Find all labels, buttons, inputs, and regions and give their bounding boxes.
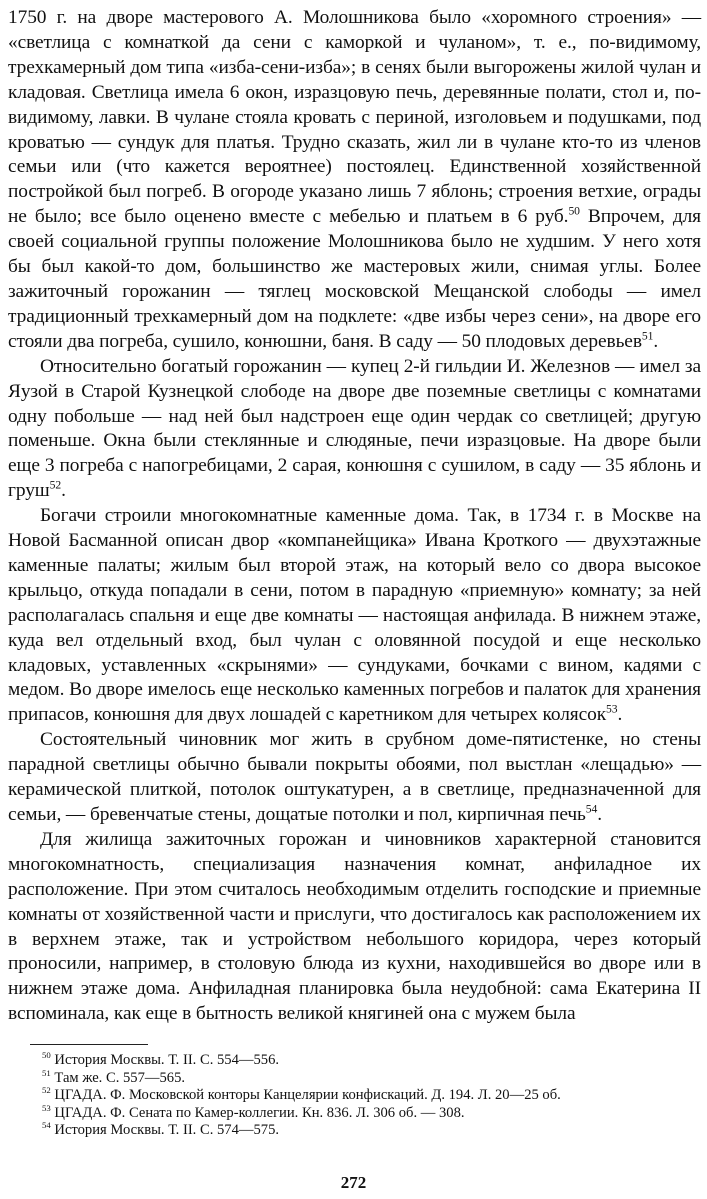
footnote-item — [8, 1052, 701, 1070]
page-number: 272 — [340, 1173, 367, 1192]
main-text — [8, 6, 701, 1027]
paragraph-2 — [8, 355, 701, 504]
paragraph-4 — [8, 728, 701, 828]
paragraph-text: Относительно богатый горожанин — купец 2-й гильдии И. Железнов — имел за Яузой в Старой Кузнецкой слободе на дворе две поземные светлицы с комнатами одну побольше — над ней был надстроен еще один чердак со светлицей; другую поменьше. Окна были стеклянные и слюдяные, печи изразцовые. На дворе были еще 3 погреба с напогребицами, 2 сарая, конюшня с сушилом, в саду — 35 яблонь и груш — [8, 355, 701, 502]
footnotes — [8, 1052, 701, 1140]
footnote-text: ЦГАДА. Ф. Сената по Камер-коллегии. Кн. 836. Л. 306 об. — 308. — [54, 1104, 465, 1121]
footnote-ref[interactable]: 53 — [606, 702, 618, 716]
footnote-ref[interactable]: 51 — [641, 329, 654, 343]
footnote-item — [8, 1122, 701, 1140]
paragraph-text: . — [653, 330, 659, 352]
footnote-text: История Москвы. Т. II. С. 554—556. — [54, 1052, 280, 1068]
paragraph-text: 1750 г. на дворе мастерового А. Молошникова было «хоромного строения» — «светлица с комнаткой да сени с каморкой и чуланом», т. е., по-видимому, трехкамерный дом типа «изба-сени-изба»; в сенях были выгорожены жилой чулан и кладовая. Светлица имела 6 окон, изразцовую печь, деревянные полати, стол и, по-видимому, лавки. В чулане стояла кровать с периной, изголовьем и подушками, под кроватью — сундук для платья. Трудно сказать, жил ли в чулане кто-то из членов семьи или (что кажется вероятнее) постоялец. Единственной хозяйственной постройкой был погреб. В огороде указано лишь 7 яблонь; строения ветхие, ограды не было; все было оценено вместе с мебелью и платьем в 6 руб. — [8, 7, 701, 228]
footnote-item — [8, 1102, 701, 1123]
footnote-item — [8, 1067, 701, 1088]
footnote-text: История Москвы. Т. II. С. 574—575. — [54, 1122, 280, 1138]
footnote-text: ЦГАДА. Ф. Московской конторы Канцелярии конфискаций. Д. 194. Л. 20—25 об. — [54, 1087, 561, 1103]
footnote-number: 51 — [42, 1067, 51, 1078]
footnote-text: Там же. С. 557—565. — [54, 1069, 186, 1086]
footnote-number: 52 — [42, 1085, 51, 1096]
paragraph-text: . — [617, 704, 623, 726]
footnote-number: 50 — [42, 1050, 51, 1061]
paragraph-1 — [8, 6, 701, 355]
footnote-ref[interactable]: 52 — [49, 478, 62, 492]
paragraph-text: Для жилища зажиточных горожан и чиновников характерной становится многокомнатность, специализация назначения комнат, анфиладное их расположение. При этом считалось необходимым отделить господские и приемные комнаты от хозяйственной части и прислуги, что достигалось как расположением их в верхнем этаже, так и устройством небольшого коридора, через который проносили, например, в столовую блюда из кухни, находившейся во дворе или в нижнем этаже дома. Анфиладная планировка была неудобной: сама Екатерина II вспоминала, как еще в бытность великой княгиней она с мужем была — [8, 828, 701, 1025]
footnote-divider — [30, 1044, 148, 1045]
paragraph-text: . — [61, 480, 66, 502]
footnote-ref[interactable]: 50 — [568, 204, 580, 218]
paragraph-3 — [8, 504, 701, 728]
paragraph-text: Богачи строили многокомнатные каменные дома. Так, в 1734 г. в Москве на Новой Басманной описан двор «компанейщика» Ивана Кроткого — двухэтажные каменные палаты; жилым был второй этаж, на который вело со двора высокое крыльцо, откуда попадали в сени, потом в парадную «приемную» комнату; за ней располагалась спальня и еще две комнаты — настоящая анфилада. В нижнем этаже, куда вел отдельный вход, был чулан с оловянной посудой и еще несколько кладовых, уставленных «скрынями» — сундуками, бочками с вином, кадями с медом. Во дворе имелось еще несколько каменных погребов и палаток для хранения припасов, конюшня для двух лошадей с каретником для четырех колясок — [8, 505, 701, 726]
footnote-number: 53 — [42, 1102, 51, 1113]
paragraph-text: Впрочем, для своей социальной группы положение Молошникова было не худшим. У него хотя бы был какой-то дом, большинство же мастеровых жили, снимая углы. Более зажиточный горожанин — тяглец московской Мещанской слободы — имел традиционный трехкамерный дом на подклете: «две избы через сени», на дворе его стояли два погреба, сушило, конюшни, баня. В саду — 50 плодовых деревьев — [8, 206, 701, 352]
footnote-item — [8, 1087, 701, 1105]
footnote-number: 54 — [42, 1120, 51, 1131]
paragraph-text: Состоятельный чиновник мог жить в срубном доме-пятистенке, но стены парадной светлицы обычно бывали покрыты обоями, пол выстлан «лещадью» — керамической плиткой, потолок оштукатурен, а в светлице, предназначенной для семьи, — бревенчатые стены, дощатые потолки и пол, кирпичная печь — [8, 729, 701, 825]
paragraph-text: . — [597, 804, 602, 825]
footnote-ref[interactable]: 54 — [585, 802, 598, 816]
paragraph-5 — [8, 828, 701, 1027]
